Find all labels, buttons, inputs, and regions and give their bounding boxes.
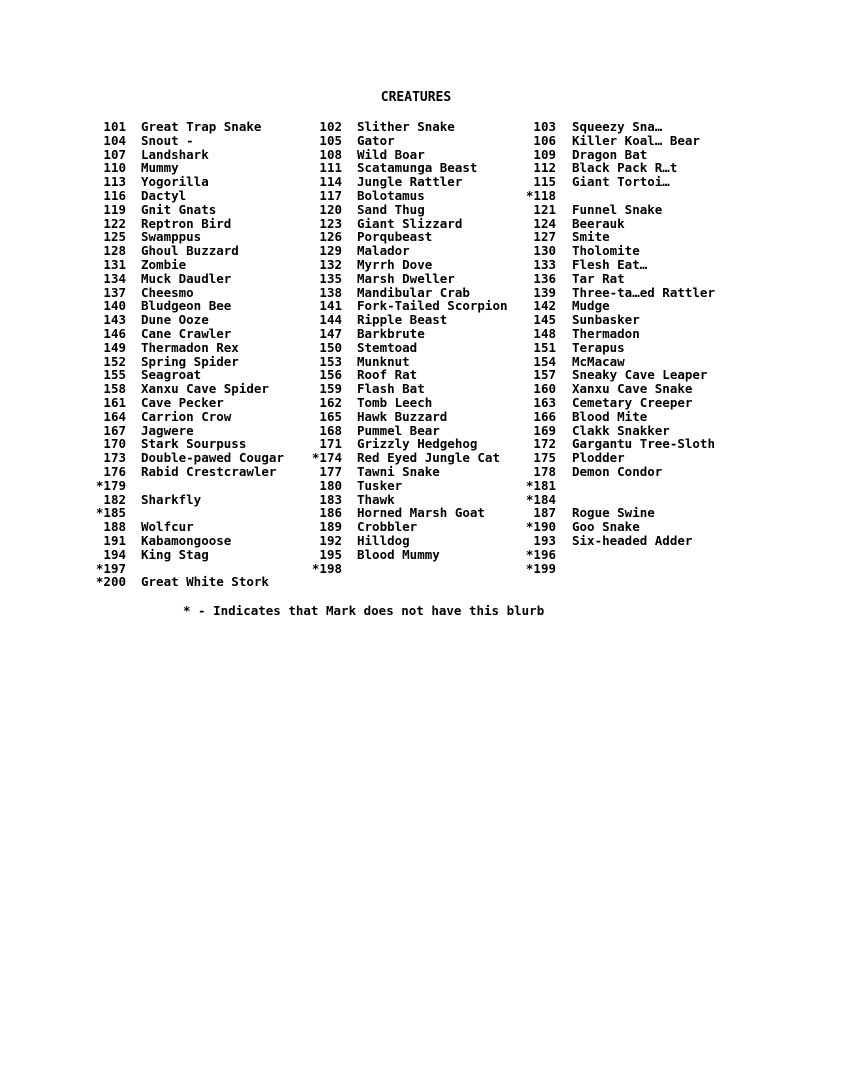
creature-table: [0, 120, 842, 589]
creature-number: 146: [103, 325, 126, 341]
creature-name: Giant Tortoi…: [572, 174, 670, 190]
table-row: [0, 203, 842, 217]
creature-number: 124: [533, 215, 556, 231]
creature-number: 187: [533, 505, 556, 521]
table-row: [0, 493, 842, 507]
creature-number: 156: [319, 367, 342, 383]
creature-number: 158: [103, 381, 126, 397]
creature-name: Grizzly Hedgehog: [357, 436, 478, 452]
creature-number: 168: [319, 422, 342, 438]
creature-name: Pummel Bear: [357, 422, 440, 438]
creature-number: 138: [319, 284, 342, 300]
creature-name: Horned Marsh Goat: [357, 505, 485, 521]
table-row: [0, 479, 842, 493]
creature-number: 133: [533, 256, 556, 272]
creature-number: 163: [533, 394, 556, 410]
creature-number: *199: [525, 560, 556, 576]
creature-name: Zombie: [141, 256, 187, 272]
creature-number: 188: [103, 519, 126, 535]
table-row: [0, 258, 842, 272]
creature-number: 151: [533, 339, 556, 355]
creature-number: 105: [319, 132, 342, 148]
table-row: [0, 313, 842, 327]
table-row: [0, 410, 842, 424]
table-row: [0, 244, 842, 258]
table-row: [0, 299, 842, 313]
creature-number: 140: [103, 298, 126, 314]
table-row: [0, 451, 842, 465]
creature-number: 160: [533, 381, 556, 397]
creature-number: 166: [533, 408, 556, 424]
creature-number: 167: [103, 422, 126, 438]
creature-name: Demon Condor: [572, 463, 663, 479]
creature-number: 177: [319, 463, 342, 479]
creature-number: 120: [319, 201, 342, 217]
table-row: [0, 230, 842, 244]
creature-name: Gargantu Tree-Sloth: [572, 436, 715, 452]
creature-name: Stark Sourpuss: [141, 436, 247, 452]
creature-name: Dragon Bat: [572, 146, 648, 162]
creature-number: 113: [103, 174, 126, 190]
creature-number: 107: [103, 146, 126, 162]
creature-name: Sneaky Cave Leaper: [572, 367, 708, 383]
creature-name: Crobbler: [357, 519, 418, 535]
creature-name: Seagroat: [141, 367, 202, 383]
creature-name: Slither Snake: [357, 119, 455, 134]
creature-number: 161: [103, 394, 126, 410]
table-row: [0, 520, 842, 534]
creature-name: Kabamongoose: [141, 532, 232, 548]
creature-name: Flash Bat: [357, 381, 425, 397]
footnote: * - Indicates that Mark does not have this blurb: [183, 603, 545, 618]
creature-number: *118: [525, 187, 556, 203]
creature-number: 103: [533, 119, 556, 134]
creature-name: Barkbrute: [357, 325, 425, 341]
creature-number: 135: [319, 270, 342, 286]
table-row: [0, 437, 842, 451]
table-row: [0, 272, 842, 286]
table-row: [0, 465, 842, 479]
creature-name: Blood Mummy: [357, 546, 440, 562]
creature-name: Dactyl: [141, 187, 187, 203]
creature-number: 157: [533, 367, 556, 383]
creature-number: 143: [103, 312, 126, 328]
creature-name: Ripple Beast: [357, 312, 448, 328]
creature-number: 121: [533, 201, 556, 217]
creature-name: Mummy: [141, 160, 179, 176]
table-row: [0, 396, 842, 410]
creature-number: 125: [103, 229, 126, 245]
creature-name: Fork-Tailed Scorpion: [357, 298, 508, 314]
creature-number: 173: [103, 450, 126, 466]
creature-name: Wolfcur: [141, 519, 194, 535]
creature-name: Mandibular Crab: [357, 284, 470, 300]
creature-number: *197: [95, 560, 126, 576]
creature-name: Xanxu Cave Snake: [572, 381, 693, 397]
creature-number: 149: [103, 339, 126, 355]
creature-name: Jungle Rattler: [357, 174, 463, 190]
creature-name: Tusker: [357, 477, 403, 493]
creature-number: 131: [103, 256, 126, 272]
creature-number: 191: [103, 532, 126, 548]
creature-name: Thermadon: [572, 325, 640, 341]
creature-name: Munknut: [357, 353, 410, 369]
creature-number: 144: [319, 312, 342, 328]
creature-number: 193: [533, 532, 556, 548]
creature-name: Red Eyed Jungle Cat: [357, 450, 500, 466]
creature-name: Thermadon Rex: [141, 339, 239, 355]
creature-number: 159: [319, 381, 342, 397]
creature-number: *198: [311, 560, 342, 576]
creature-name: Dune Ooze: [141, 312, 209, 328]
creature-name: Plodder: [572, 450, 625, 466]
creature-number: 165: [319, 408, 342, 424]
creature-number: 145: [533, 312, 556, 328]
creature-name: Three-ta…ed Rattler: [572, 284, 715, 300]
table-row: [0, 134, 842, 148]
creature-number: *179: [95, 477, 126, 493]
creature-name: Double-pawed Cougar: [141, 450, 284, 466]
creature-name: Hawk Buzzard: [357, 408, 448, 424]
creature-number: 123: [319, 215, 342, 231]
creature-name: Six-headed Adder: [572, 532, 693, 548]
creature-name: Ghoul Buzzard: [141, 243, 239, 259]
creature-number: 178: [533, 463, 556, 479]
creature-number: 104: [103, 132, 126, 148]
creature-name: Cave Pecker: [141, 394, 224, 410]
creature-name: Stemtoad: [357, 339, 418, 355]
creature-name: Snout -: [141, 132, 194, 148]
creature-number: 129: [319, 243, 342, 259]
creature-name: Flesh Eat…: [572, 256, 648, 272]
creature-number: 108: [319, 146, 342, 162]
creature-number: *184: [525, 491, 556, 507]
creature-name: McMacaw: [572, 353, 625, 369]
creature-name: Roof Rat: [357, 367, 418, 383]
creature-number: 114: [319, 174, 342, 190]
creature-name: Landshark: [141, 146, 209, 162]
creature-name: Rogue Swine: [572, 505, 655, 521]
table-row: [0, 506, 842, 520]
creature-name: Goo Snake: [572, 519, 640, 535]
table-row: [0, 286, 842, 300]
creature-number: 175: [533, 450, 556, 466]
creature-name: Cheesmo: [141, 284, 194, 300]
table-row: [0, 148, 842, 162]
creature-number: 111: [319, 160, 342, 176]
creature-name: Spring Spider: [141, 353, 239, 369]
creature-number: 195: [319, 546, 342, 562]
creature-name: Marsh Dweller: [357, 270, 455, 286]
creature-name: Tomb Leech: [357, 394, 433, 410]
creature-name: Tawni Snake: [357, 463, 440, 479]
creature-name: Cemetary Creeper: [572, 394, 693, 410]
table-row: [0, 562, 842, 576]
creature-name: Muck Daudler: [141, 270, 232, 286]
creature-name: Cane Crawler: [141, 325, 232, 341]
creature-number: 148: [533, 325, 556, 341]
creature-number: 122: [103, 215, 126, 231]
creature-name: Smite: [572, 229, 610, 245]
creature-number: 170: [103, 436, 126, 452]
creature-name: Rabid Crestcrawler: [141, 463, 277, 479]
creature-number: 150: [319, 339, 342, 355]
creature-number: 101: [103, 119, 126, 134]
creature-number: 136: [533, 270, 556, 286]
creature-name: Funnel Snake: [572, 201, 663, 217]
table-row: [0, 548, 842, 562]
creature-name: Sharkfly: [141, 491, 202, 507]
table-row: [0, 534, 842, 548]
creature-name: Swamppus: [141, 229, 202, 245]
creature-number: 137: [103, 284, 126, 300]
creature-number: 152: [103, 353, 126, 369]
creature-number: 109: [533, 146, 556, 162]
creature-name: Hilldog: [357, 532, 410, 548]
table-row: [0, 327, 842, 341]
creature-number: 194: [103, 546, 126, 562]
creature-name: Yogorilla: [141, 174, 209, 190]
creature-number: 142: [533, 298, 556, 314]
creature-number: 141: [319, 298, 342, 314]
creature-name: Porqubeast: [357, 229, 433, 245]
creature-number: 106: [533, 132, 556, 148]
creature-name: Reptron Bird: [141, 215, 232, 231]
creature-name: Great Trap Snake: [141, 119, 262, 134]
creature-name: Sunbasker: [572, 312, 640, 328]
creature-name: Gator: [357, 132, 395, 148]
creature-number: *181: [525, 477, 556, 493]
creature-name: Terapus: [572, 339, 625, 355]
creature-number: 176: [103, 463, 126, 479]
creature-number: 119: [103, 201, 126, 217]
creature-number: 132: [319, 256, 342, 272]
table-row: [0, 424, 842, 438]
table-row: [0, 120, 842, 134]
creature-name: Xanxu Cave Spider: [141, 381, 269, 397]
creature-number: 130: [533, 243, 556, 259]
creature-number: 192: [319, 532, 342, 548]
creature-number: *196: [525, 546, 556, 562]
creature-number: *174: [311, 450, 342, 466]
creature-number: 169: [533, 422, 556, 438]
creature-name: Bolotamus: [357, 187, 425, 203]
creature-number: 189: [319, 519, 342, 535]
creature-name: Clakk Snakker: [572, 422, 670, 438]
creature-name: Black Pack R…t: [572, 160, 678, 176]
table-row: [0, 189, 842, 203]
table-row: [0, 575, 842, 589]
creature-name: Myrrh Dove: [357, 256, 433, 272]
table-row: [0, 382, 842, 396]
page-title: CREATURES: [380, 90, 452, 105]
creature-name: Wild Boar: [357, 146, 425, 162]
creature-number: 153: [319, 353, 342, 369]
creature-number: 180: [319, 477, 342, 493]
creature-name: Mudge: [572, 298, 610, 314]
creature-number: 154: [533, 353, 556, 369]
creature-number: 128: [103, 243, 126, 259]
creature-name: Tholomite: [572, 243, 640, 259]
creature-name: Killer Koal… Bear: [572, 132, 700, 148]
creature-name: Bludgeon Bee: [141, 298, 232, 314]
creature-number: 115: [533, 174, 556, 190]
creature-name: Blood Mite: [572, 408, 648, 424]
creature-number: 164: [103, 408, 126, 424]
creature-number: 102: [319, 119, 342, 134]
creature-name: Sand Thug: [357, 201, 425, 217]
creature-number: 155: [103, 367, 126, 383]
creature-number: 139: [533, 284, 556, 300]
table-row: [0, 161, 842, 175]
creature-number: 110: [103, 160, 126, 176]
table-row: [0, 368, 842, 382]
creature-number: 182: [103, 491, 126, 507]
table-row: [0, 355, 842, 369]
creature-number: 186: [319, 505, 342, 521]
creature-number: 112: [533, 160, 556, 176]
creature-number: *185: [95, 505, 126, 521]
creature-name: Scatamunga Beast: [357, 160, 478, 176]
creature-name: Malador: [357, 243, 410, 259]
table-row: [0, 175, 842, 189]
creature-name: King Stag: [141, 546, 209, 562]
creature-name: Thawk: [357, 491, 395, 507]
creature-name: Beerauk: [572, 215, 625, 231]
creature-name: Great White Stork: [141, 574, 269, 590]
creature-number: 147: [319, 325, 342, 341]
creature-name: Squeezy Sna…: [572, 119, 663, 134]
creature-number: *200: [95, 574, 126, 590]
creature-number: *190: [525, 519, 556, 535]
table-row: [0, 341, 842, 355]
creature-number: 127: [533, 229, 556, 245]
creature-number: 134: [103, 270, 126, 286]
creature-number: 183: [319, 491, 342, 507]
creature-number: 117: [319, 187, 342, 203]
creature-number: 126: [319, 229, 342, 245]
creature-name: Jagwere: [141, 422, 194, 438]
creature-name: Gnit Gnats: [141, 201, 217, 217]
creature-name: Carrion Crow: [141, 408, 232, 424]
creature-number: 172: [533, 436, 556, 452]
creature-number: 171: [319, 436, 342, 452]
creature-number: 116: [103, 187, 126, 203]
creature-name: Giant Slizzard: [357, 215, 463, 231]
table-row: [0, 217, 842, 231]
creature-name: Tar Rat: [572, 270, 625, 286]
creature-number: 162: [319, 394, 342, 410]
